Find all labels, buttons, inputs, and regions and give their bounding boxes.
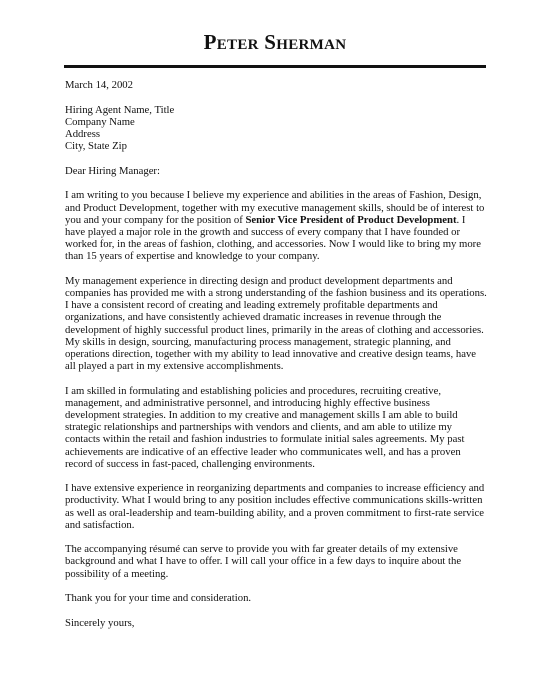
letter-body — [65, 79, 487, 629]
recipient-line: Address — [65, 128, 101, 140]
paragraph-intro — [65, 189, 487, 262]
recipient-line: Hiring Agent Name, Title — [65, 103, 175, 116]
thank-you-line: Thank you for your time and consideration. — [65, 592, 252, 605]
paragraph-resume: The accompanying résumé can serve to provide you with far greater details of my extensive background and what I have to offer. I will call your office in a few days to inquire about the possibility of a meeting. — [65, 543, 462, 580]
closing: Sincerely yours, — [65, 616, 135, 629]
paragraph-experience: My management experience in directing design and product development departments and companies has provided me with a strong understanding of the fashion business and its operations. I have a consistent record of creating and leading extremely profitable departments and organizations, and have consistently achieved dramatic increases in revenue through the development of highly successful product lines, primarily in the areas of clothing and accessories. My skills in design, sourcing, manufacturing process management, strategic planning, and operations direction, together with my ability to lead innovative and creative design teams, have all played a part in my extensive accomplishments. — [65, 274, 487, 373]
paragraph-reorganizing: I have extensive experience in reorganizing departments and companies to increase efficiency and productivity. What I would bring to any position includes effective communications skills-written as well as oral-leadership and team-building ability, and a proven commitment to first-rate service and satisfaction. — [65, 482, 485, 531]
sender-name-heading: Peter Sherman — [203, 30, 347, 54]
position-title: Senior Vice President of Product Development — [245, 213, 457, 226]
paragraph-skills: I am skilled in formulating and establishing policies and procedures, recruiting creative, management, and administrative personnel, and introducing highly effective business development strategies. In addition to my creative and management skills I am able to build strategic relationships and partnerships with vendors and clients, and am able to utilize my contacts within the retail and fashion industries to formulate initial sales agreements. My past achievements are indicative of an effective leader who communicates well, and has a proven record of success in fast-paced, challenging environments. — [65, 384, 465, 470]
recipient-address — [65, 104, 487, 153]
letter-date: March 14, 2002 — [65, 79, 133, 91]
recipient-line: City, State Zip — [65, 140, 127, 153]
header-divider — [64, 65, 486, 68]
recipient-line: Company Name — [65, 115, 135, 128]
paragraph-text: I am writing to you because I believe my experience and abilities in the areas of Fashion, Design, and Product Development, together with my executive management skills, should be of interest to you and your company for the position of — [65, 189, 485, 226]
salutation: Dear Hiring Manager: — [65, 164, 160, 177]
paragraph-text: . I have played a major role in the growth and success of every company that I have founded or worked for, in the areas of fashion, clothing, and accessories. Now I would like to bring my more than 15 years of expertise and knowledge to your company. — [65, 213, 481, 263]
